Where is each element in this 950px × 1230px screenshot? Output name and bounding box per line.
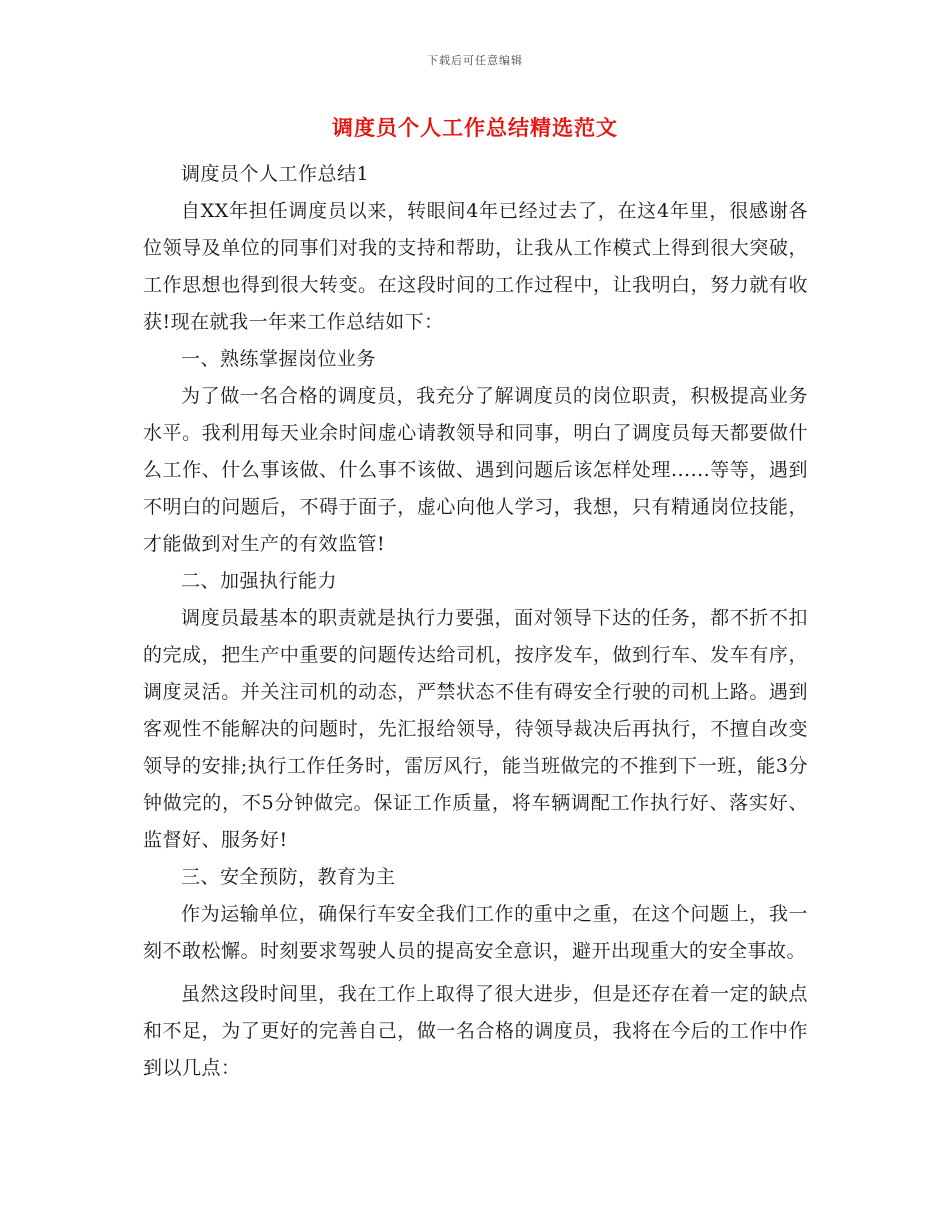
document-body	[143, 156, 808, 1087]
section-heading: 调度员个人工作总结1	[181, 163, 370, 185]
paragraph: 自XX年担任调度员以来，转眼间4年已经过去了，在这4年里，很感谢各位领导及单位的同事们对我的支持和帮助，让我从工作模式上得到很大突破，工作思想也得到很大转变。在这段时间的工作过程中，让我明白，努力就有收获!现在就我一年来工作总结如下：	[143, 200, 808, 333]
paragraph: 虽然这段时间里，我在工作上取得了很大进步，但是还存在着一定的缺点和不足，为了更好的完善自己，做一名合格的调度员，我将在今后的工作中作到以几点：	[143, 983, 808, 1079]
document-title: 调度员个人工作总结精选范文	[332, 115, 618, 140]
paragraph: 为了做一名合格的调度员，我充分了解调度员的岗位职责，积极提高业务水平。我利用每天业余时间虚心请教领导和同事，明白了调度员每天都要做什么工作、什么事该做、什么事不该做、遇到问题后该怎样处理......等等，遇到不明白的问题后，不碍于面子，虚心向他人学习，我想，只有精通岗位技能，才能做到对生产的有效监管!	[143, 385, 808, 555]
paragraph: 调度员最基本的职责就是执行力要强，面对领导下达的任务，都不折不扣的完成，把生产中重要的问题传达给司机，按序发车，做到行车、发车有序，调度灵活。并关注司机的动态，严禁状态不佳有碍安全行驶的司机上路。遇到客观性不能解决的问题时，先汇报给领导，待领导裁决后再执行，不擅自改变领导的安排;执行工作任务时，雷厉风行，能当班做完的不推到下一班，能3分钟做完的，不5分钟做完。保证工作质量，将车辆调配工作执行好、落实好、监督好、服务好!	[143, 607, 808, 851]
header-note: 下载后可任意编辑	[427, 54, 523, 67]
paragraph: 作为运输单位，确保行车安全我们工作的重中之重，在这个问题上，我一刻不敢松懈。时刻要求驾驶人员的提高安全意识，避开出现重大的安全事故。	[143, 903, 808, 962]
section-heading: 一、熟练掌握岗位业务	[181, 348, 377, 370]
section-heading: 二、加强执行能力	[181, 570, 338, 592]
section-heading: 三、安全预防，教育为主	[181, 866, 396, 888]
